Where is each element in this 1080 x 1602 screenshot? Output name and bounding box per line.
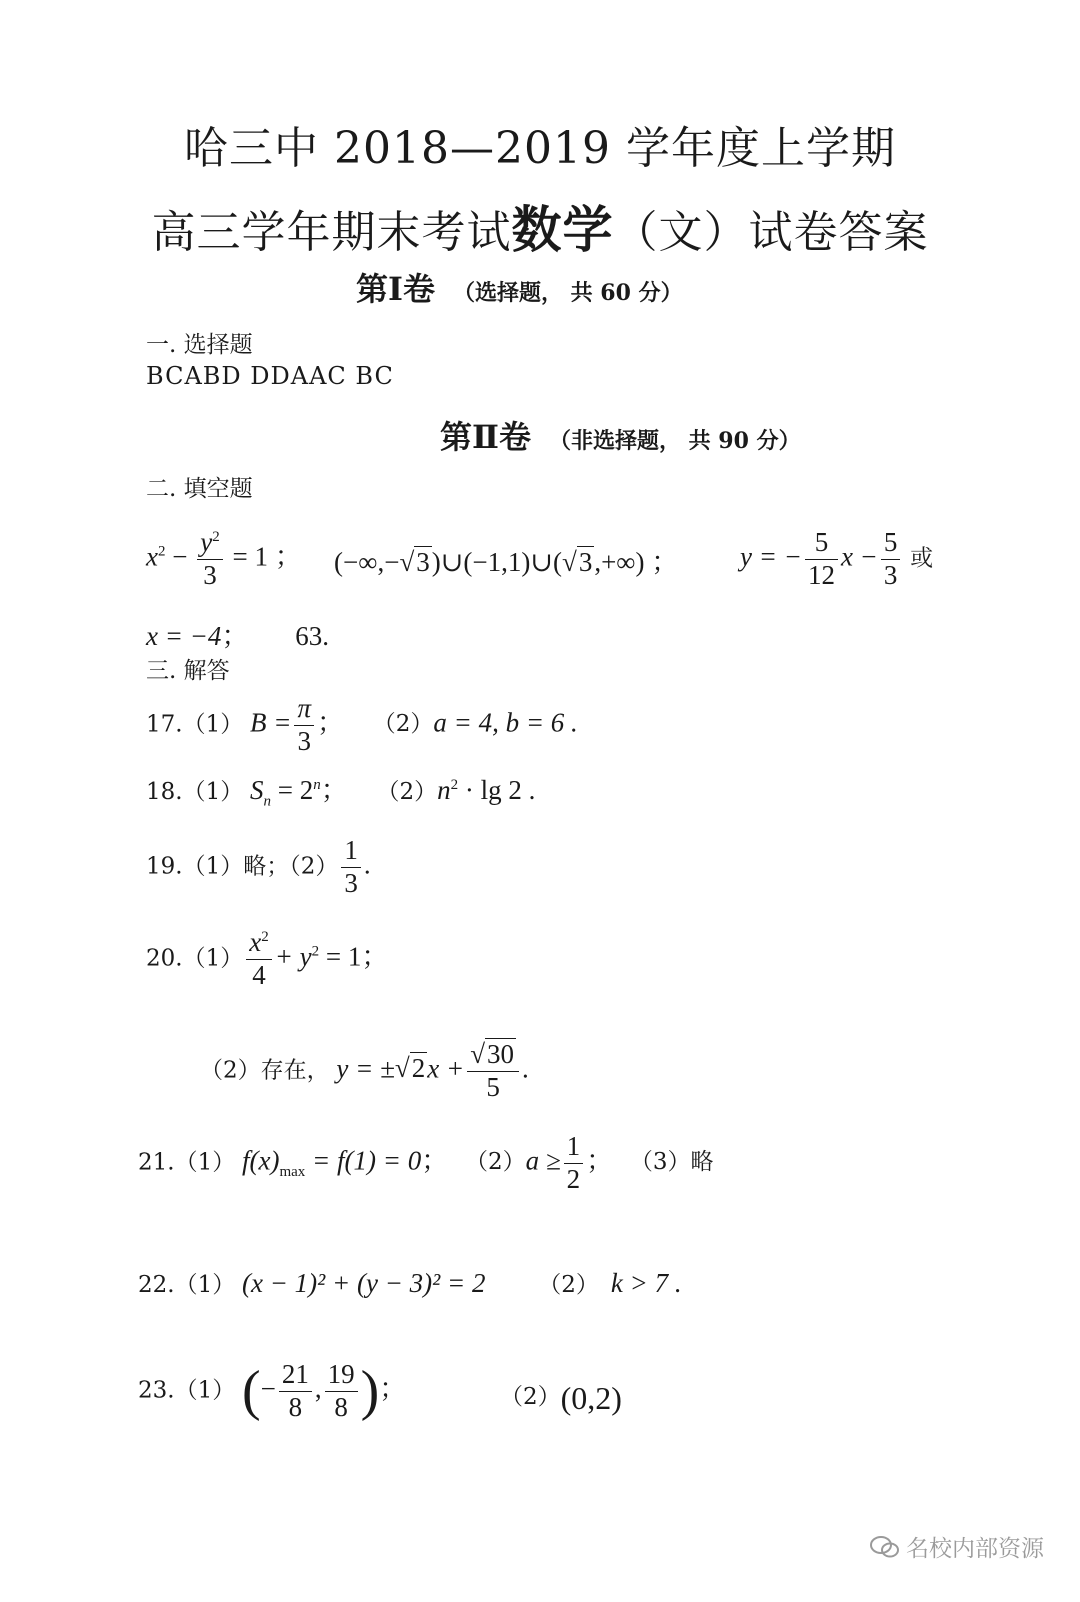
- fraction-1-2: $\frac{1}{2}$: [564, 1132, 584, 1194]
- fraction-19-8: $\frac{19}{8}$: [325, 1360, 358, 1422]
- value-63: 63.: [295, 621, 329, 651]
- volume-1-heading: [356, 264, 683, 310]
- watermark-text: 名校内部资源: [906, 1536, 1044, 1562]
- answer-23: 23.（1） (− $\frac{21}{8}$ , $\frac{19}{8}$ )；: [138, 1359, 407, 1423]
- fill-answer-4: x = −4； 63.: [146, 621, 329, 651]
- mid: x −: [840, 541, 878, 572]
- sqrt-3a: √3: [399, 547, 430, 577]
- volume-2-note: （非选择题， 共 90 分）: [548, 428, 801, 454]
- interval-part-a: (−∞,−: [334, 547, 400, 577]
- volume-2-heading: [440, 412, 801, 458]
- denominator: 3: [203, 559, 217, 590]
- answer-22: 22.（1） (x − 1)² + (y − 3)² = 2 （2） k > 7 .: [138, 1268, 682, 1298]
- choice-answers: BCABD DDAAC BC: [146, 362, 394, 390]
- fraction-1-3: $\frac{1}{3}$: [341, 836, 361, 898]
- title-prefix: 高三学年期末考试: [151, 207, 512, 258]
- section-3-heading: 三. 解答: [146, 658, 230, 684]
- volume-1-title: 第Ⅰ卷: [356, 270, 435, 308]
- section-2-heading: 二. 填空题: [146, 476, 253, 502]
- fill-answer-1: $x^2$ − $\frac{y^2}{3}$ = 1 ；: [146, 527, 302, 590]
- rhs: 1: [254, 541, 268, 572]
- doc-title-line-2: [0, 190, 1080, 262]
- fraction-5-3: $\frac{5}{3}$: [881, 528, 901, 590]
- title-subject: 数学: [511, 200, 614, 259]
- answer-18: 18.（1） $S_n = 2^n$； $(2)n^2 \cdot \lg 2$ .: [146, 775, 536, 810]
- fill-answer-3: [740, 528, 933, 590]
- doc-title-line-1: 哈三中 2018—2019 学年度上学期: [184, 123, 896, 174]
- fraction-21-8: $\frac{21}{8}$: [279, 1360, 312, 1422]
- fill-answer-2: [334, 540, 678, 579]
- answer-23-part-2: （2）(0,2): [500, 1379, 622, 1416]
- answer-21: 21.（1） $f(x)_{max} = f(1) = 0$； （2）a ≥ $\frac{1}{2}$ ； （3）略: [138, 1131, 714, 1194]
- volume-2-title: 第Ⅱ卷: [440, 418, 531, 456]
- fraction-x2-4: $\frac{x^2}{4}$: [246, 928, 271, 990]
- answer-19: 19.（1）略；（2） $\frac{1}{3}$ .: [146, 835, 371, 898]
- answer-17: 17.（1） B = $\frac{\pi}{3}$ ； （2）a = 4, b = 6 .: [146, 693, 578, 756]
- interval-part-b: )∪(−1,1)∪(: [431, 547, 562, 577]
- answer-20-part-2: （2）存在， y = ±√2x + $\frac{√30}{5}$ .: [200, 1039, 529, 1102]
- separator: ；: [274, 541, 302, 572]
- answer-20-part-1: 20.（1） $\frac{x^2}{4}$ + $y^2 = 1$；: [146, 927, 389, 990]
- volume-1-note: （选择题， 共 60 分）: [452, 280, 683, 306]
- or-word: 或: [910, 545, 934, 572]
- title-suffix: （文）试卷答案: [613, 207, 929, 258]
- lead: y = −: [740, 541, 802, 572]
- separator: ；: [651, 547, 679, 577]
- section-1-heading: 一. 选择题: [146, 332, 253, 358]
- fraction-pi-3: $\frac{\pi}{3}$: [294, 694, 314, 756]
- chat-bubble-icon: [870, 1535, 900, 1565]
- x-eq: x = −4: [146, 621, 222, 651]
- watermark: [870, 1530, 1044, 1565]
- fraction-5-12: $\frac{5}{12}$: [805, 528, 838, 590]
- sqrt-3b: √3: [561, 547, 593, 577]
- sqrt-2: √2: [394, 1053, 426, 1084]
- fraction: [197, 528, 222, 590]
- exp-2b: 2: [212, 529, 220, 545]
- numerator: y: [200, 527, 213, 557]
- fraction-sqrt30-5: $\frac{√30}{5}$: [467, 1040, 519, 1102]
- interval-part-c: ,+∞): [594, 547, 645, 577]
- exp-2: 2: [157, 543, 166, 560]
